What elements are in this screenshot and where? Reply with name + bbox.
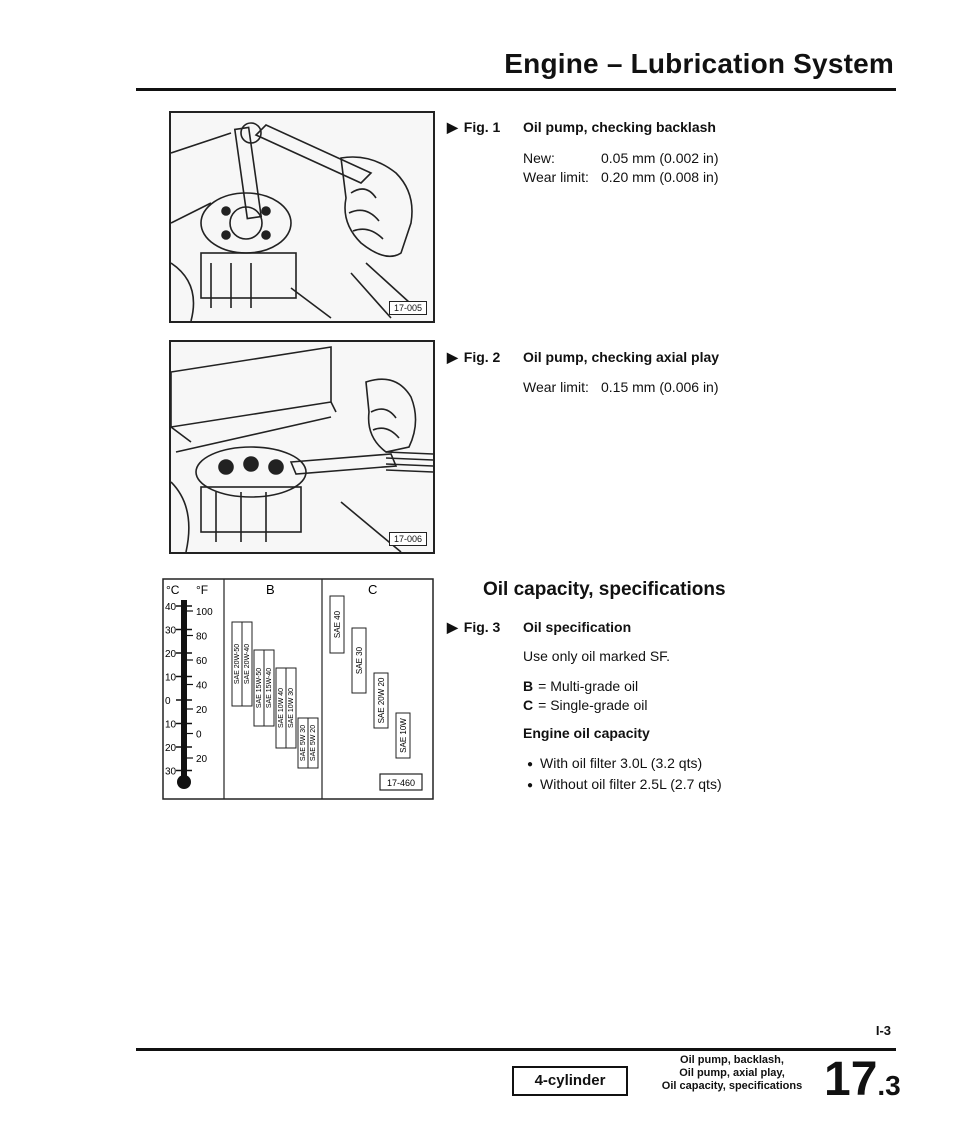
figure-1-specs bbox=[523, 149, 719, 187]
fahrenheit-tick-label: 60 bbox=[196, 656, 208, 667]
footer-topic: Oil pump, backlash, bbox=[680, 1054, 784, 1066]
figure-2-label-row bbox=[447, 349, 500, 366]
thermometer-tube bbox=[181, 600, 187, 776]
c-grade-label: SAE 40 bbox=[333, 610, 342, 639]
legend-key: C bbox=[523, 697, 534, 713]
engine-label-box: 4-cylinder bbox=[512, 1066, 628, 1096]
figure-2-caption: Oil pump, checking axial play bbox=[523, 349, 720, 365]
figure-3-label: Fig. 3 bbox=[463, 619, 501, 635]
fahrenheit-tick-label: 80 bbox=[196, 631, 208, 643]
figure-2-illustration bbox=[169, 340, 435, 554]
b-grade-label: SAE 5W 30 bbox=[300, 724, 307, 762]
figure-1-label: Fig. 1 bbox=[463, 119, 501, 135]
figure-1-label-row bbox=[447, 119, 500, 136]
oil-pump-axial-play-drawing bbox=[171, 342, 433, 552]
figure-1-illustration bbox=[169, 111, 435, 323]
column-c-label: C bbox=[368, 582, 378, 597]
capacity-list bbox=[527, 754, 722, 796]
figure-2-code: 17-006 bbox=[389, 532, 427, 546]
fahrenheit-tick-label: 20 bbox=[196, 705, 208, 716]
celsius-tick-label: 10 bbox=[165, 719, 177, 731]
viscosity-chart-svg bbox=[162, 578, 434, 800]
footer-topic: Oil pump, axial play, bbox=[679, 1067, 785, 1079]
oil-note: Use only oil marked SF. bbox=[523, 648, 671, 664]
arrow-right-icon: ▶ bbox=[447, 119, 458, 135]
celsius-tick-label: 10 bbox=[165, 672, 177, 684]
list-item bbox=[527, 775, 722, 796]
oil-section-heading: Oil capacity, specifications bbox=[483, 579, 726, 600]
spec-row bbox=[523, 168, 719, 187]
page-title: Engine – Lubrication System bbox=[504, 48, 894, 79]
section-number bbox=[824, 1053, 901, 1110]
thermometer-bulb bbox=[177, 775, 191, 789]
arrow-right-icon: ▶ bbox=[447, 349, 458, 365]
b-grade-label: SAE 20W-50 bbox=[234, 643, 241, 685]
fahrenheit-tick-label: 100 bbox=[196, 607, 213, 618]
thermometer bbox=[177, 600, 191, 789]
figure-1-code: 17-005 bbox=[389, 301, 427, 315]
legend-row bbox=[523, 677, 647, 696]
c-grade-label: SAE 30 bbox=[355, 646, 364, 675]
arrow-right-icon: ▶ bbox=[447, 619, 458, 635]
legend-row bbox=[523, 696, 647, 715]
oil-legend bbox=[523, 677, 647, 715]
figure-1-caption: Oil pump, checking backlash bbox=[523, 119, 716, 135]
list-item bbox=[527, 754, 722, 775]
footer-topic: Oil capacity, specifications bbox=[661, 1080, 803, 1092]
capacity-item: With oil filter 3.0L (3.2 qts) bbox=[540, 755, 703, 771]
b-grade-label: SAE 5W 20 bbox=[310, 724, 317, 762]
spec-key: Wear limit: bbox=[523, 379, 589, 395]
spec-key: New: bbox=[523, 150, 555, 166]
spec-value: 0.15 mm (0.006 in) bbox=[601, 379, 719, 395]
oil-viscosity-chart bbox=[162, 578, 434, 800]
footer-rule bbox=[136, 1048, 896, 1051]
b-grade-label: SAE 15W-40 bbox=[266, 667, 273, 709]
section-main: 17 bbox=[824, 1053, 878, 1106]
b-grade-label: SAE 20W-40 bbox=[244, 643, 251, 685]
celsius-tick-label: 20 bbox=[165, 649, 177, 660]
fahrenheit-tick-label: 40 bbox=[196, 680, 208, 692]
legend-text: = Multi-grade oil bbox=[538, 678, 639, 694]
celsius-tick-label: 20 bbox=[165, 743, 177, 754]
figure-3-caption: Oil specification bbox=[523, 619, 632, 635]
spec-row bbox=[523, 149, 719, 168]
section-sub: .3 bbox=[877, 1070, 901, 1101]
celsius-tick-label: 30 bbox=[165, 625, 177, 637]
footer-topics bbox=[646, 1054, 818, 1093]
header-rule bbox=[136, 88, 896, 91]
celsius-tick-label: 30 bbox=[165, 766, 177, 778]
page-number: I-3 bbox=[875, 1023, 891, 1038]
b-grade-label: SAE 10W 40 bbox=[278, 687, 285, 729]
unit-c-label: °C bbox=[166, 583, 180, 597]
capacity-item: Without oil filter 2.5L (2.7 qts) bbox=[540, 776, 722, 792]
b-grade-label: SAE 15W-50 bbox=[256, 667, 263, 709]
celsius-tick-label: 0 bbox=[165, 696, 171, 707]
legend-key: B bbox=[523, 678, 534, 694]
fahrenheit-tick-label: 20 bbox=[196, 754, 208, 765]
spec-key: Wear limit: bbox=[523, 169, 589, 185]
oil-pump-backlash-drawing bbox=[171, 113, 433, 321]
chart-code: 17-460 bbox=[386, 778, 416, 788]
spec-row bbox=[523, 378, 719, 397]
capacity-heading: Engine oil capacity bbox=[523, 725, 650, 741]
figure-2-specs bbox=[523, 378, 719, 397]
legend-text: = Single-grade oil bbox=[538, 697, 648, 713]
c-grade-label: SAE 20W 20 bbox=[377, 677, 386, 724]
figure-2-label: Fig. 2 bbox=[463, 349, 501, 365]
fahrenheit-tick-label: 0 bbox=[196, 729, 202, 741]
spec-value: 0.05 mm (0.002 in) bbox=[601, 150, 719, 166]
column-b-label: B bbox=[266, 582, 275, 597]
unit-f-label: °F bbox=[196, 583, 209, 597]
spec-value: 0.20 mm (0.008 in) bbox=[601, 169, 719, 185]
b-grade-label: SAE 10W 30 bbox=[288, 687, 295, 729]
c-grade-label: SAE 10W bbox=[399, 718, 408, 753]
figure-3-label-row bbox=[447, 619, 500, 636]
celsius-tick-label: 40 bbox=[165, 602, 177, 613]
